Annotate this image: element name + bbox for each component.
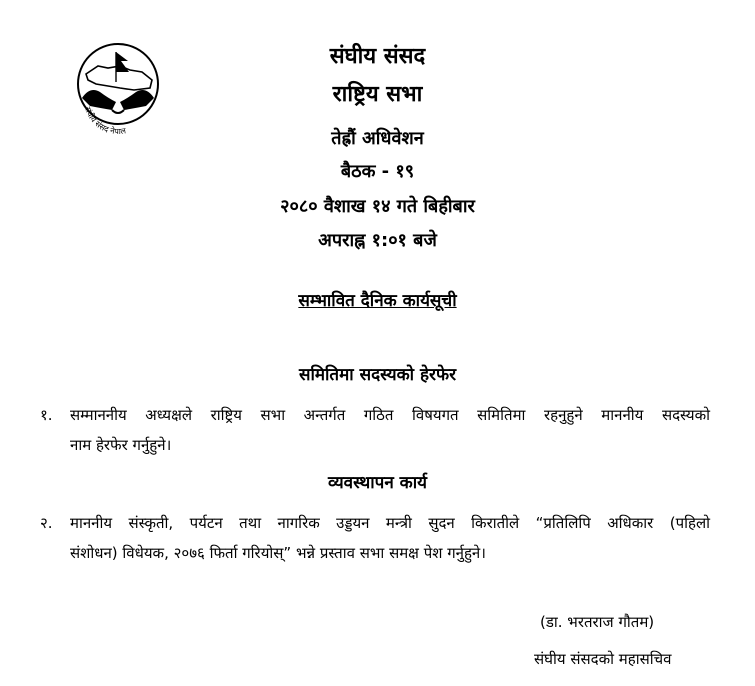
agenda-item-text-line: सम्माननीय अध्यक्षले राष्ट्रिय सभा अन्तर्गत गठित विषयगत समितिमा रहनुहुने माननीय सदस्यको [70, 406, 710, 424]
session-label: तेह्रौं अधिवेशन [331, 128, 424, 149]
signatory-name: (डा. भरतराज गौतम) [540, 613, 655, 631]
meeting-time: अपराह्न १:०१ बजे [318, 230, 437, 251]
agenda-item-text-line: नाम हेरफेर गर्नुहुने। [70, 436, 172, 454]
section-heading-legislation: व्यवस्थापन कार्य [328, 473, 427, 493]
agenda-item-number: १. [40, 406, 53, 424]
agenda-item [40, 400, 720, 462]
house-name: राष्ट्रिय सभा [332, 82, 423, 107]
emblem-ring-text: संघीय संसद नेपाल [82, 105, 127, 136]
signatory-title: संघीय संसदको महासचिव [534, 650, 672, 668]
section-heading-committee: समितिमा सदस्यको हेरफेर [298, 365, 457, 385]
meeting-number: बैठक - १९ [340, 161, 415, 182]
agenda-item [40, 508, 720, 570]
meeting-date: २०८० वैशाख १४ गते बिहीबार [280, 196, 475, 217]
agenda-item-number: २. [40, 514, 53, 532]
agenda-title: सम्भावित दैनिक कार्यसूची [298, 291, 457, 311]
parliament-name: संघीय संसद [329, 44, 426, 69]
agenda-item-text-line: माननीय संस्कृती, पर्यटन तथा नागरिक उड्डयन मन्त्री सुदन किरातीले “प्रतिलिपि अधिकार (पहिलो [70, 514, 710, 532]
agenda-item-text-line: संशोधन) विधेयक, २०७६ फिर्ता गरियोस्” भन्ने प्रस्ताव सभा समक्ष पेश गर्नुहुने। [70, 544, 486, 562]
